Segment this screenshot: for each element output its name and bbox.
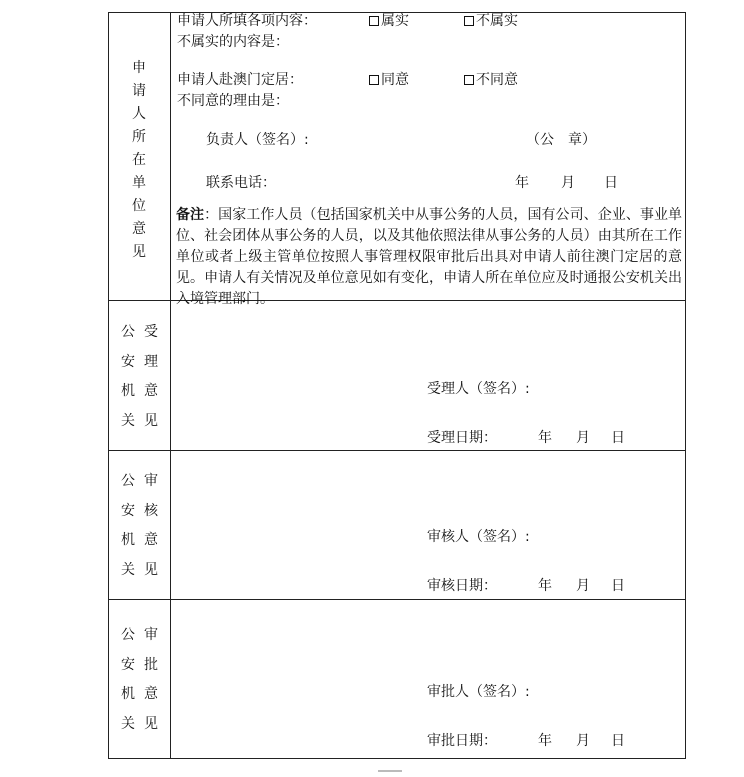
month-label: 月 [576, 733, 590, 749]
month-label: 月 [576, 430, 590, 446]
side-label-char: 关 [121, 562, 135, 578]
side-label-char: 机 [121, 686, 135, 702]
side-label-char: 关 [121, 716, 135, 732]
side-label-char: 见 [144, 562, 158, 578]
disagree-option[interactable]: 不同意 [464, 70, 518, 90]
day-label: 日 [611, 733, 625, 749]
month-label: 月 [576, 578, 590, 594]
side-label-char: 申 [132, 60, 146, 76]
page-edge-mark [378, 770, 402, 772]
goto-macau-label: 申请人赴澳门定居： [177, 72, 303, 88]
year-label: 年 [538, 430, 552, 446]
side-label-char: 审 [144, 627, 158, 643]
side-label-char: 意 [132, 221, 146, 237]
remarks-note [176, 205, 682, 310]
side-label-char: 批 [144, 657, 158, 673]
day-label: 日 [604, 175, 618, 191]
responsible-signature-label: 负责人（签名）: [206, 132, 309, 148]
year-label: 年 [515, 175, 529, 191]
day-label: 日 [611, 430, 625, 446]
fill-content-label: 申请人所填各项内容： [177, 13, 317, 29]
side-label-char: 机 [121, 532, 135, 548]
side-label-char: 安 [121, 354, 135, 370]
side-label-char: 单 [132, 175, 146, 191]
side-label-char: 见 [144, 413, 158, 429]
official-seal-label: （公 章） [526, 132, 596, 148]
checkbox[interactable] [369, 16, 379, 26]
form-table [108, 12, 686, 759]
untrue-option[interactable]: 不属实 [464, 11, 518, 31]
side-label-char: 见 [132, 244, 146, 260]
side-label-char: 理 [144, 354, 158, 370]
remarks-text: ：国家工作人员（包括国家机关中从事公务的人员，国有公司、企业、事业单位、社会团体从事公务的人员，以及其他依照法律从事公务的人员）由其所在工作单位或者上级主管单位按照人事管理权限审批后出具对申请人前往澳门定居的意见。申请人有关情况及单位意见如有变化，申请人所在单位应及时通报公安机关出入境管理部门。 [176, 207, 683, 307]
side-label-char: 意 [144, 383, 158, 399]
approver-signature-label: 审批人（签名）: [427, 684, 530, 700]
checkbox[interactable] [464, 16, 474, 26]
row-divider [108, 599, 686, 600]
checkbox[interactable] [369, 75, 379, 85]
row-divider [108, 450, 686, 451]
side-label-char: 意 [144, 532, 158, 548]
side-label-char: 受 [144, 324, 158, 340]
year-label: 年 [538, 733, 552, 749]
side-label-char: 机 [121, 383, 135, 399]
agree-option[interactable]: 同意 [369, 70, 409, 90]
side-label-char: 核 [144, 503, 158, 519]
disagree-reason-label: 不同意的理由是： [177, 93, 289, 109]
side-label-char: 人 [132, 106, 146, 122]
side-label-char: 意 [144, 686, 158, 702]
side-label-char: 请 [132, 83, 146, 99]
side-label-char: 审 [144, 473, 158, 489]
checkbox[interactable] [464, 75, 474, 85]
true-option[interactable]: 属实 [369, 11, 409, 31]
label-column-divider [170, 12, 171, 759]
side-label-char: 关 [121, 413, 135, 429]
side-label-char: 安 [121, 657, 135, 673]
side-label-char: 位 [132, 198, 146, 214]
untrue-content-label: 不属实的内容是： [177, 34, 289, 50]
side-label-char: 公 [121, 324, 135, 340]
month-label: 月 [561, 175, 575, 191]
approval-date-label: 审批日期： [427, 733, 497, 749]
day-label: 日 [611, 578, 625, 594]
side-label-char: 在 [132, 152, 146, 168]
phone-label: 联系电话： [206, 175, 276, 191]
acceptor-signature-label: 受理人（签名）: [427, 381, 530, 397]
year-label: 年 [538, 578, 552, 594]
side-label-char: 所 [132, 129, 146, 145]
acceptance-date-label: 受理日期： [427, 430, 497, 446]
side-label-char: 见 [144, 716, 158, 732]
reviewer-signature-label: 审核人（签名）: [427, 529, 530, 545]
side-label-char: 公 [121, 473, 135, 489]
side-label-char: 公 [121, 627, 135, 643]
review-date-label: 审核日期： [427, 578, 497, 594]
side-label-char: 安 [121, 503, 135, 519]
remarks-label: 备注 [176, 207, 205, 223]
